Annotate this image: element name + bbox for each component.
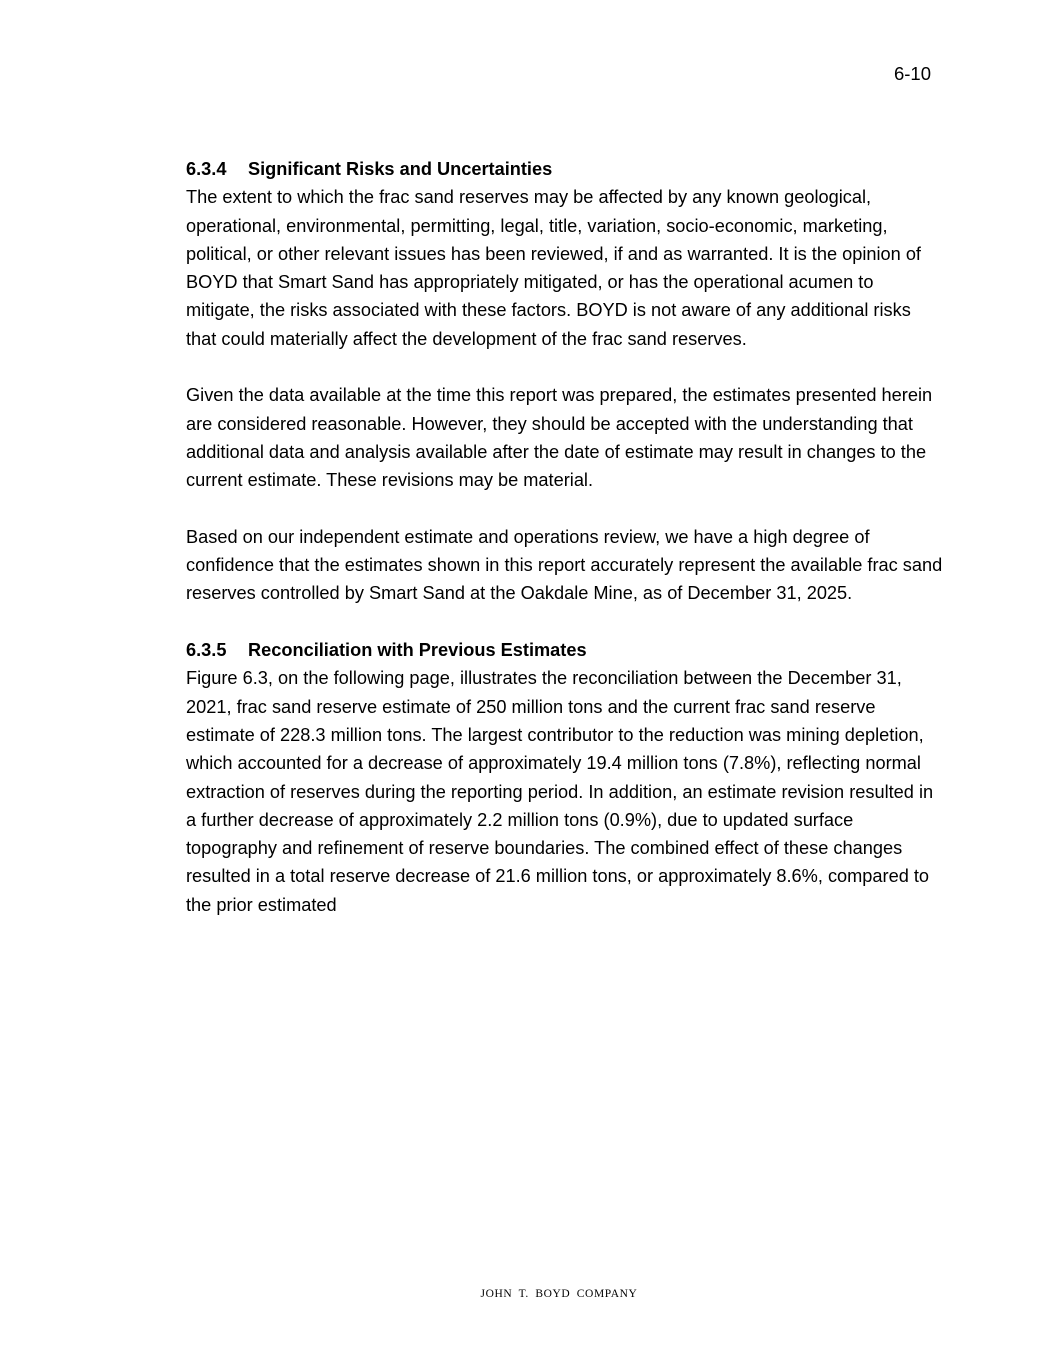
paragraph: Given the data available at the time this report was prepared, the estimates presented herein are considered reasonable. However, they should be accepted with the understanding that additional data and analysis available after the date of estimate may result in changes to the current estimate. These revisions may be material. [186, 385, 933, 491]
section-heading [186, 155, 946, 183]
section-number: 6.3.4 [186, 159, 227, 179]
page-number: 6-10 [893, 63, 931, 84]
paragraph: The extent to which the frac sand reserves may be affected by any known geological, operational, environmental, permitting, legal, title, variation, socio-economic, marketing, political, or other relevant issues has been reviewed, if and as warranted. It is the opinion of BOYD that Smart Sand has appropriately mitigated, or has the operational acumen to mitigate, the risks associated with these factors. BOYD is not aware of any additional risks that could materially affect the development of the frac sand reserves. [186, 187, 921, 349]
paragraph: Based on our independent estimate and operations review, we have a high degree of confidence that the estimates shown in this report accurately represent the available frac sand reserves controlled by Smart Sand at the Oakdale Mine, as of December 31, 2025. [186, 526, 943, 604]
section-reconciliation [186, 636, 946, 919]
section-heading [186, 636, 946, 664]
section-significant-risks [186, 155, 946, 608]
document-body [186, 155, 946, 947]
section-title: Reconciliation with Previous Estimates [248, 640, 587, 661]
footer-company-name: JOHN T. BOYD COMPANY [480, 1288, 638, 1300]
paragraph: Figure 6.3, on the following page, illustrates the reconciliation between the December 31, 2021, frac sand reserve estimate of 250 million tons and the current frac sand reserve estimate of 228.3 million tons. The largest contributor to the reduction was mining depletion, which accounted for a decrease of approximately 19.4 million tons (7.8%), reflecting normal extraction of reserves during the reporting period. In addition, an estimate revision resulted in a further decrease of approximately 2.2 million tons (0.9%), due to updated surface topography and refinement of reserve boundaries. The combined effect of these changes resulted in a total reserve decrease of 21.6 million tons, or approximately 8.6%, compared to the prior estimated [186, 668, 934, 915]
section-number: 6.3.5 [186, 640, 227, 661]
section-title: Significant Risks and Uncertainties [248, 159, 553, 179]
